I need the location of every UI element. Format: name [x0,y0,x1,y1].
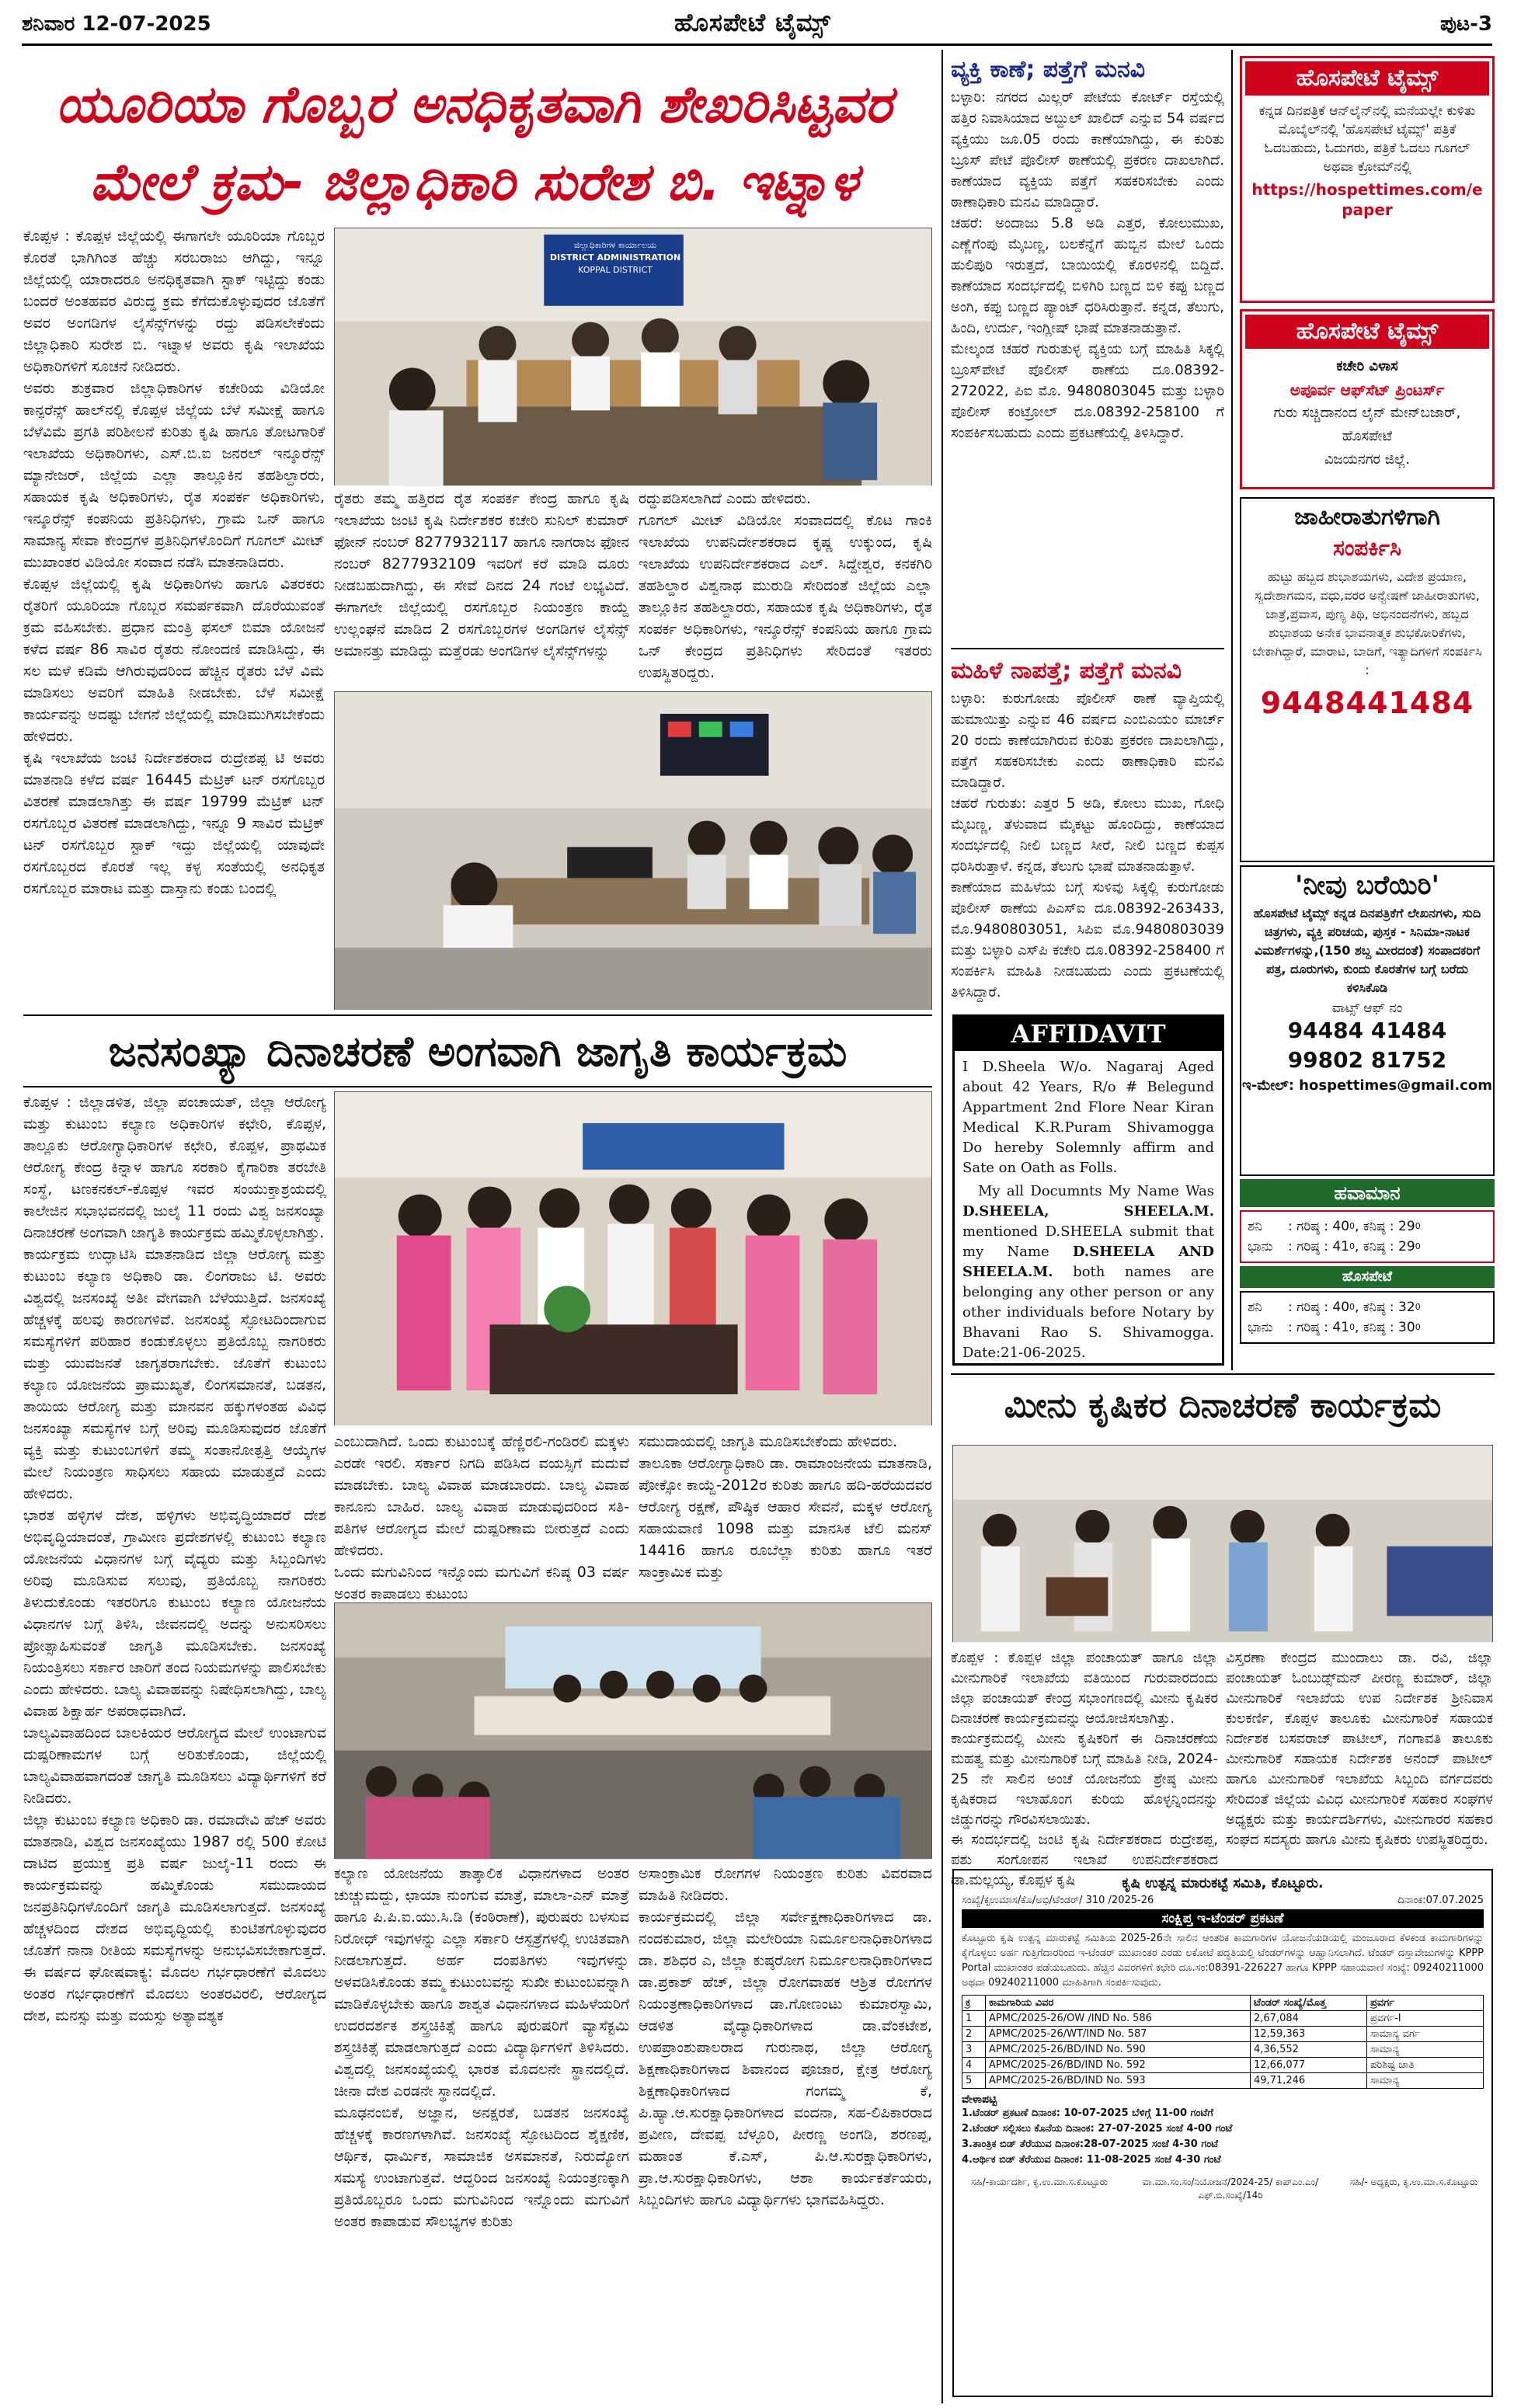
lead-photo-video-conference [334,691,932,1010]
column-divider-2 [1231,50,1233,1370]
write-ad-email[interactable]: ಇ-ಮೇಲ್: hospettimes@gmail.com [1242,1077,1492,1094]
classifieds-ad-title: ಜಾಹೀರಾತುಗಳಿಗಾಗಿ [1294,503,1440,531]
population-photo-audience [334,1602,932,1859]
cell: APMC/2025-26/OW /IND No. 586 [986,2011,1251,2027]
tender-reference: ಸಂಖ್ಯೆ/ಕೃಉಮಾಸ/ಕೊ/ಅಭಿ/ಟೆಂಡರ್/ 310 /2025-26 [962,1895,1154,1906]
office-ad-label: ಕಚೇರಿ ವಿಳಾಸ [1336,358,1398,374]
table-row [962,2042,1484,2058]
tender-org: ಕೃಷಿ ಉತ್ಪನ್ನ ಮಾರುಕಟ್ಟೆ ಸಮಿತಿ, ಕೊಟ್ಟೂರು. [1122,1875,1324,1891]
lead-photo-meeting [334,228,932,485]
tender-sign-president: ಸಹಿ/- ಅಧ್ಯಕ್ಷರು, ಕೃ.ಉ.ಮಾ.ಸ.ಕೊಟ್ಟೂರು [1349,2177,1478,2187]
weather-day: ಭಾನು [1248,1320,1273,1335]
cell: ಪ್ರವರ್ಗ-I [1367,2011,1484,2027]
cell: 12,66,077 [1251,2058,1367,2073]
population-column-2b: ಕಲ್ಯಾಣ ಯೋಜನೆಯ ತಾತ್ಕಾಲಿಕ ವಿಧಾನಗಳಾದ ಅಂತರ ಚುಚ್ಚುಮದ್ದು, ಛಾಯಾ ನುಂಗುವ ಮಾತ್ರೆ, ಮಾಲಾ-ಎನ್ ಮಾತ್ರೆ ಹಾಗೂ ಪಿ.ಪಿ.ಐ.ಯು.ಸಿ.ಡಿ (ಕಂಠಿರಾಣೆ), ಪುರುಷರು ಬಳಸುವ ನಿರೋಧ್ ಇವುಗಳನ್ನು ಎಲ್ಲಾ ಸರ್ಕಾರಿ ಆಸ್ಪತ್ರೆಗಳಲ್ಲಿ ಉಚಿತವಾಗಿ ನೀಡಲಾಗುತ್ತದೆ. ಅರ್ಹ ದಂಪತಿಗಳು ಇವುಗಳನ್ನು ಅಳವಡಿಸಿಕೊಂಡು ತಮ್ಮ ಕುಟುಂಬವನ್ನು ಸುಖೀ ಕುಟುಂಬವನ್ನಾಗಿ ಮಾಡಿಕೊಳ್ಳಬೇಕು ಹಾಗೂ ಶಾಶ್ವತ ವಿಧಾನಗಳಾದ ಮಹಿಳೆಯರಿಗೆ ಉದರದರ್ಶಕ ಶಸ್ತ್ರಚಿಕಿತ್ಸೆ ಹಾಗೂ ಪುರುಷರಿಗೆ ವ್ಯಾಸೆಕ್ಟಮಿ ಶಸ್ತ್ರಚಿಕಿತ್ಸೆ ಮಾಡಲಾಗುತ್ತದೆ ಎಂದು ವಿದ್ಯಾರ್ಥಿಗಳಿಗೆ ತಿಳಿಸಿದರು. ವಿಶ್ವದಲ್ಲಿ ಜನಸಂಖ್ಯೆಯಲ್ಲಿ ಭಾರತ ಮೊದಲನೇ ಸ್ಥಾನದಲ್ಲಿದೆ. ಚೀನಾ ದೇಶ ಎರಡನೇ ಸ್ಥಾನದಲ್ಲಿದೆ. ಮೂಢನಂಬಿಕೆ, ಅಜ್ಞಾನ, ಅನಕ್ಷರತೆ, ಬಡತನ ಜನಸಂಖ್ಯೆ ಹೆಚ್ಚಳಕ್ಕೆ ಕಾರಣಗಳಾಗಿವೆ. ಜನಸಂಖ್ಯೆ ಸ್ಫೋಟದಿಂದ ಶೈಕ್ಷಣಿಕ, ಆರ್ಥಿಕ, ಧಾರ್ಮಿಕ, ಸಾಮಾಜಿಕ ಅಸಮಾನತೆ, ನಿರುದ್ಯೋಗ ಸಮಸ್ಯೆ ಉಂಟಾಗುತ್ತವೆ. ಆದ್ದರಿಂದ ಜನಸಂಖ್ಯೆ ನಿಯಂತ್ರಣಕ್ಕಾಗಿ ಪ್ರತಿಯೊಬ್ಬರೂ ಒಂದು ಮಗುವಿನಿಂದ ಇನ್ನೊಂದು ಮಗುವಿಗೆ ಅಂತರ ಕಾಪಾಡುವ ಸೌಲಭ್ಯಗಳ ಕುರಿತು [334,1865,629,2230]
weather-day: ಶನಿ [1248,1219,1262,1234]
affidavit-text-c: mentioned D.SHEELA submit that my Name [962,1223,1214,1260]
weather-row-sat: ಶನಿ : ಗರಿಷ್ಠ : 40 0 , ಕನಿಷ್ಠ : 29 0 [1248,1216,1487,1237]
fish-column-2: ವಿಸ್ತರಣಾ ಕೇಂದ್ರದ ಮುಂದಾಲು ಡಾ. ರವಿ, ಜಿಲ್ಲಾ ಪಂಚಾಯತ್ ಓಂಬುಡ್ಸ್‌ಮನ್ ಪೀರಣ್ಣ ಕುಮಾರ್, ಜಿಲ್ಲಾ ಮೀನುಗಾರಿಕೆ ಇಲಾಖೆಯ ಉಪ ನಿರ್ದೇಶಕ ಶ್ರೀನಿವಾಸ ಕುಲಕರ್ಣಿ, ಕೊಪ್ಪಳ ತಾಲೂಕು ಮೀನುಗಾರಿಕೆ ಸಹಾಯಕ ನಿರ್ದೇಶಕ ಬಸವರಾಜ್ ಪಾಟೀಲ್, ಗಂಗಾವತಿ ತಾಲೂಕು ಮೀನುಗಾರಿಕೆ ಸಹಾಯಕ ನಿರ್ದೇಶಕ ಅನಂದ್ ಪಾಟೀಲ್ ಹಾಗೂ ಮೀನುಗಾರಿಕೆ ಇಲಾಖೆಯ ಸಿಬ್ಬಂದಿ ವರ್ಗದವರು ಸೇರಿದಂತೆ ಜಿಲ್ಲೆಯ ವಿವಿಧ ಮೀನುಗಾರಿಕೆ ಸಹಕಾರ ಸಂಘಗಳ ಅಧ್ಯಕ್ಷರು ಮತ್ತು ಕಾರ್ಯದರ್ಶಿಗಳು, ಮೀನುಗಾರರ ಸಹಕಾರ ಸಂಘದ ಸದಸ್ಯರು ಹಾಗೂ ಮೀನು ಕೃಷಿಕರು ಉಪಸ್ಥಿತರಿದ್ದರು. [1226,1650,1493,1848]
population-column-1: ಕೊಪ್ಪಳ : ಜಿಲ್ಲಾಡಳಿತ, ಜಿಲ್ಲಾ ಪಂಚಾಯತ್, ಜಿಲ್ಲಾ ಆರೋಗ್ಯ ಮತ್ತು ಕುಟುಂಬ ಕಲ್ಯಾಣ ಅಧಿಕಾರಿಗಳ ಕಛೇರಿ, ಕೊಪ್ಪಳ, ತಾಲ್ಲೂಕು ಆರೋಗ್ಯಾಧಿಕಾರಿಗಳ ಕಛೇರಿ, ಕೊಪ್ಪಳ, ಪ್ರಾಥಮಿಕ ಆರೋಗ್ಯ ಕೇಂದ್ರ ಕಿನ್ನಾಳ ಹಾಗೂ ಸರಕಾರಿ ಕೈಗಾರಿಕಾ ತರಬೇತಿ ಸಂಸ್ಥೆ, ಟಣಕನಕಲ್-ಕೊಪ್ಪಳ ಇವರ ಸಂಯುಕ್ತಾಶ್ರಯದಲ್ಲಿ ಕಾಲೇಜಿನ ಸಭಾಭವನದಲ್ಲಿ ಜುಲೈ 11 ರಂದು ವಿಶ್ವ ಜನಸಂಖ್ಯಾ ದಿನಾಚರಣೆ ಅಂಗವಾಗಿ ಜಾಗೃತಿ ಕಾರ್ಯಕ್ರಮ ಹಮ್ಮಿಕೊಳ್ಳಲಾಗಿತ್ತು. ಕಾರ್ಯಕ್ರಮ ಉದ್ಘಾಟಿಸಿ ಮಾತನಾಡಿದ ಜಿಲ್ಲಾ ಆರೋಗ್ಯ ಮತ್ತು ಕುಟುಂಬ ಕಲ್ಯಾಣ ಅಧಿಕಾರಿ ಡಾ. ಲಿಂಗರಾಜು ಟಿ. ಅವರು ವಿಶ್ವದಲ್ಲಿ ಜನಸಂಖ್ಯೆ ಅತೀ ವೇಗವಾಗಿ ಬೆಳೆಯುತ್ತಿದೆ. ಜನಸಂಖ್ಯೆ ಹೆಚ್ಚಳಕ್ಕೆ ಹಲವು ಕಾರಣಗಳಿವೆ. ಜನಸಂಖ್ಯೆ ಸ್ಫೋಟದಿಂದಾಗುವ ಸಮಸ್ಯೆಗಳಿಗೆ ಪರಿಹಾರ ಕಂಡುಕೊಳ್ಳಲು ಪ್ರತಿಯೊಬ್ಬ ನಾಗರಿಕರು ಮತ್ತು ಯುವಜನತೆ ಜಾಗೃತರಾಗಬೇಕು. ಜೊತೆಗೆ ಕುಟುಂಬ ಕಲ್ಯಾಣ ಯೋಜನೆಯ ಪ್ರಾಮುಖ್ಯತೆ, ಲಿಂಗಸಮಾನತೆ, ಬಡತನ, ತಾಯಿಯ ಆರೋಗ್ಯ ಮತ್ತು ಮಾನವನ ಹಕ್ಕುಗಳಂತಹ ವಿವಿಧ ಜನಸಂಖ್ಯಾ ಸಮಸ್ಯೆಗಳ ಬಗ್ಗೆ ಅರಿವು ಮೂಡಿಸುವುದರ ಜೊತೆಗೆ ವ್ಯಕ್ತಿ ಮತ್ತು ಕುಟುಂಬಗಳಿಗೆ ತಮ್ಮ ಸಂತಾನೋತ್ಪತ್ತಿ ಆಯ್ಕೆಗಳ ಮೇಲೆ ನಿಯಂತ್ರಣ ಸಾಧಿಸಲು ಸಹಾಯ ಮಾಡುತ್ತದೆ ಎಂದು ಹೇಳಿದರು. ಭಾರತ ಹಳ್ಳಿಗಳ ದೇಶ, ಹಳ್ಳಿಗಳು ಅಭಿವೃದ್ಧಿಯಾದರೆ ದೇಶ ಅಭಿವೃದ್ಧಿಯಾದಂತೆ, ಗ್ರಾಮೀಣ ಪ್ರದೇಶಗಳಲ್ಲಿ ಕುಟುಂಬ ಕಲ್ಯಾಣ ಯೋಜನೆಯ ವಿಧಾನಗಳ ಬಗ್ಗೆ ವೈದ್ಯರು ಮತ್ತು ಸಿಬ್ಬಂದಿಗಳು ಅರಿವು ಮೂಡಿಸುವ ಸಲುವು, ಪ್ರತಿಯೊಬ್ಬ ನಾಗರಿಕರು ತಿಳುದುಕೊಂಡು ಇತರರಿಗೂ ಕುಟುಂಬ ಕಲ್ಯಾಣ ಯೋಜನೆಯ ವಿಧಾನಗಳ ಬಗ್ಗೆ ತಿಳಿಸಿ, ಜೀವನದಲ್ಲಿ ಅದನ್ನು ಅನುಸರಿಸಲು ಪ್ರೋತ್ಸಾಹಿಸುವಂತೆ ಜಾಗೃತಿ ಮೂಡಿಸಬೇಕು. ಜನಸಂಖ್ಯೆ ನಿಯಂತ್ರಿಸಲು ಸರ್ಕಾರ ಜಾರಿಗೆ ತಂದ ನಿಯಮಗಳನ್ನು ಪಾಲಿಸಬೇಕು ಎಂದು ಹೇಳಿದರು. ಬಾಲ್ಯ ವಿವಾಹವನ್ನು ನಿಷೇಧಿಸಲಾಗಿದ್ದು, ಬಾಲ್ಯ ವಿವಾಹ ಶಿಕ್ಷಾರ್ಹ ಅಪರಾಧವಾಗಿದೆ. ಬಾಲ್ಯವಿವಾಹದಿಂದ ಬಾಲಕಿಯರ ಆರೋಗ್ಯದ ಮೇಲೆ ಉಂಟಾಗುವ ದುಷ್ಪರಿಣಾಮಗಳ ಬಗ್ಗೆ ಅರಿತುಕೊಂಡು, ಜಿಲ್ಲೆಯಲ್ಲಿ ಬಾಲ್ಯವಿವಾಹವಾಗದಂತೆ ಜಾಗೃತಿ ಮೂಡಿಸಲು ವಿದ್ಯಾರ್ಥಿಗಳಿಗೆ ಕರೆ ನೀಡಿದರು. ಜಿಲ್ಲಾ ಕುಟುಂಬ ಕಲ್ಯಾಣ ಅಧಿಕಾರಿ ಡಾ. ರಮಾದೇವಿ ಹೆಚ್ ಅವರು ಮಾತನಾಡಿ, ವಿಶ್ವದ ಜನಸಂಖ್ಯೆಯು 1987 ರಲ್ಲಿ 500 ಕೋಟಿ ದಾಟಿದ ಪ್ರಯುಕ್ತ ಪ್ರತಿ ವರ್ಷ ಜುಲೈ-11 ರಂದು ಈ ಕಾರ್ಯಕ್ರಮವನ್ನು ಹಮ್ಮಿಕೊಂಡು ಸಮುದಾಯದ ಜನಪ್ರತಿನಿಧಿಗಳೊಂದಿಗೆ ಜಾಗೃತಿ ಮೂಡಿಸಲಾಗುತ್ತದೆ. ಜನಸಂಖ್ಯೆ ಹೆಚ್ಚಳದಿಂದ ದೇಶದ ಅಭಿವೃದ್ಧಿಯಲ್ಲಿ ಕುಂಟಿತಗೊಳ್ಳುವುದರ ಜೊತೆಗೆ ನಾನಾ ರೀತಿಯ ಸಮಸ್ಯೆಗಳನ್ನು ಅನುಭವಿಸಬೇಕಾಗುತ್ತದೆ. ಈ ವರ್ಷದ ಘೋಷವಾಕ್ಯ: ಮೊದಲ ಗರ್ಭಧಾರಣೆಗೆ ಮೊದಲು ಅಂತರ ಗರ್ಭಧಾರಣೆಗೆ ಮೊದಲು ಅಂತರವಿರಲಿ, ಆರೋಗ್ಯದ ದೇಶ, ಮನಸ್ಸು ಮತ್ತು ವಯಸ್ಸು ಅತ್ಯಾವಶ್ಯಕ [23,1094,326,2024]
issue-date: ಶನಿವಾರ 12-07-2025 [22,12,211,36]
missing-woman-headline: ಮಹಿಳೆ ನಾಪತ್ತೆ; ಪತ್ತೆಗೆ ಮನವಿ [951,657,1182,684]
classifieds-ad [1240,497,1495,862]
population-column-3b: ಅಸಾಂಕ್ರಾಮಿಕ ರೋಗಗಳ ನಿಯಂತ್ರಣ ಕುರಿತು ವಿವರವಾದ ಮಾಹಿತಿ ನೀಡಿದರು. ಕಾರ್ಯಕ್ರಮದಲ್ಲಿ ಜಿಲ್ಲಾ ಸರ್ವೇಕ್ಷಣಾಧಿಕಾರಿಗಳಾದ ಡಾ. ನಂದಕುಮಾರ, ಜಿಲ್ಲಾ ಮಲೇರಿಯಾ ನಿರ್ಮೂಲನಾಧಿಕಾರಿಗಳಾದ ಡಾ. ಶಶಿಧರ ಎ, ಜಿಲ್ಲಾ ಕುಷ್ಠರೋಗ ನಿರ್ಮೂಲನಾಧಿಕಾರಿಗಳಾದ ಡಾ.ಪ್ರಕಾಶ್ ಹೆಚ್, ಜಿಲ್ಲಾ ರೋಗವಾಹಕ ಆಶ್ರಿತ ರೋಗಗಳ ನಿಯಂತ್ರಣಾಧಿಕಾರಿಗಳಾದ ಡಾ.ಗೋಣಂಟು ಕುಮಾರಸ್ವಾಮಿ, ಆಡಳಿತ ವೈದ್ಯಾಧಿಕಾರಿಗಳಾದ ಡಾ.ವೆಂಕಟೇಶ, ಉಪಪ್ರಾಂಶುಪಾಲರಾದ ಗುರುನಾಥ, ಜಿಲ್ಲಾ ಆರೋಗ್ಯ ಶಿಕ್ಷಣಾಧಿಕಾರಿಗಳಾದ ಶಿವಾನಂದ ಪೂಜಾರ, ಕ್ಷೇತ್ರ ಆರೋಗ್ಯ ಶಿಕ್ಷಣಾಧಿಕಾರಿಗಳಾದ ಗಂಗಮ್ಮ ಕೆ, ಪಿ.ಹ್ಯಾ.ಆ.ಸುರಕ್ಷಾಧಿಕಾರಿಗಳಾದ ವಂದನಾ, ಸಹ-ಲಿಪಿಕಾರರಾದ ಪ್ರವೀಣ, ದೇವಪ್ಪ ಬೆಳ್ಳೂರಿ, ಪೀರಣ್ಣ ಅಂಗಡಿ, ಶರಣಪ್ಪ, ಮಹಾಂತ ಕೆ.ಎಸ್, ಪಿ.ಆ.ಸುರಕ್ಷಾಧಿಕಾರಿಗಳು, ಪ್ರಾ.ಆ.ಸುರಕ್ಷಾಧಿಕಾರಿಗಳು, ಆಶಾ ಕಾರ್ಯಕರ್ತೆಯರು, ಸಿಬ್ಬಂದಿಗಳು ಹಾಗೂ ವಿದ್ಯಾರ್ಥಿಗಳು ಭಾಗವಹಿಸಿದ್ದರು. [639,1865,932,2208]
audience-illustration [335,1603,931,1859]
tender-schedule-1: 1.ಟೆಂಡರ್ ಪ್ರಕಟಣೆ ದಿನಾಂಕ: 10-07-2025 ಬೆಳಿಗ್ಗೆ 11-00 ಗಂಟೆಗೆ [962,2107,1213,2119]
epaper-ad-title: ಹೊಸಪೇಟೆ ಟೈಮ್ಸ್ [1245,61,1489,96]
weather-min: , ಕನಿಷ್ಠ : 29 [1355,1239,1415,1254]
population-column-3: ಸಮುದಾಯದಲ್ಲಿ ಜಾಗೃತಿ ಮೂಡಿಸಬೇಕೆಂದು ಹೇಳಿದರು. ತಾಲೂಕಾ ಆರೋಗ್ಯಾಧಿಕಾರಿ ಡಾ. ರಾಮಾಂಜನೇಯ ಮಾತನಾಡಿ, ಪೋಕ್ಸೋ ಕಾಯ್ದೆ-2012ರ ಕುರಿತು ಹಾಗೂ ಹದಿ-ಹರೆಯದವರ ಆರೋಗ್ಯ ರಕ್ಷಣೆ, ಪೌಷ್ಠಿಕ ಆಹಾರ ಸೇವನೆ, ಮಕ್ಕಳ ಆರೋಗ್ಯ ಸಹಾಯವಾಣಿ 1098 ಮತ್ತು ಮಾನಸಿಕ ಟೆಲಿ ಮನಸ್ 14416 ಹಾಗೂ ರೂಬೆಲ್ಲಾ ಕುರಿತು ಹಾಗೂ ಇತರೆ ಸಾಂಕ್ರಾಮಿಕ ಮತ್ತು [639,1433,932,1581]
affidavit-text-a: My all Documnts My Name Was [978,1183,1214,1199]
fish-column-1: ಕೊಪ್ಪಳ : ಕೊಪ್ಪಳ ಜಿಲ್ಲಾ ಪಂಚಾಯತ್ ಹಾಗೂ ಜಿಲ್ಲಾ ಮೀನುಗಾರಿಕೆ ಇಲಾಖೆಯ ವತಿಯಿಂದ ಗುರುವಾರದಂದು ಜಿಲ್ಲಾ ಪಂಚಾಯತ್ ಕೇಂದ್ರ ಸಭಾಂಗಣದಲ್ಲಿ ಮೀನು ಕೃಷಿಕರ ದಿನಾಚರಣೆ ಕಾರ್ಯಕ್ರಮವನ್ನು ಆಯೋಜಿಸಲಾಗಿತ್ತು. ಕಾರ್ಯಕ್ರಮದಲ್ಲಿ ಮೀನು ಕೃಷಿಕರಿಗೆ ಈ ದಿನಾಚರಣೆಯ ಮಹತ್ವ ಮತ್ತು ಮೀನುಗಾರಿಕೆ ಬಗ್ಗೆ ಮಾಹಿತಿ ನೀಡಿ, 2024-25 ನೇ ಸಾಲಿನ ಅಂಚೆ ಯೋಜನೆಯ ಶ್ರೇಷ್ಠ ಮೀನು ಕೃಷಿಕರಾದ ಇಲಾಹೊಂಗ ಕುರಿಯ ಹೊಳ್ಳನ್ನಿಂದನನ್ನು ಜಿಡ್ಡುಗರನ್ನು ಗೌರವಿಸಲಾಯಿತು. ಈ ಸಂದರ್ಭದಲ್ಲಿ ಜಂಟಿ ಕೃಷಿ ನಿರ್ದೇಶಕರಾದ ರುದ್ರೇಶಪ್ಪ, ಪಶು ಸಂಗೋಪನ ಇಲಾಖೆ ಉಪನಿರ್ದೇಶಕರಾದ ಡಾ.ಮಲ್ಲಯ್ಯ, ಕೊಪ್ಪಳ ಕೃಷಿ [951,1650,1218,1888]
epaper-ad-text: ಕನ್ನಡ ದಿನಪತ್ರಿಕೆ ಆನ್‌ಲೈನ್‌ನಲ್ಲಿ ಮನೆಯಲ್ಲೇ ಕುಳಿತು ಮೊಬೈಲ್‌ನಲ್ಲಿ 'ಹೊಸಪೇಟೆ ಟೈಮ್ಸ್' ಪತ್ರಿಕೆ ಓದಬಹುದು, ಓದುಗರು, ಪತ್ರಿಕೆ ಓದಲು ಗೂಗಲ್ ಅಥವಾ ಕ್ರೋಮ್‌ನಲ್ಲಿ [1258,103,1476,175]
cell: 1 [962,2011,986,2027]
classifieds-ad-subtitle: ಸಂಪರ್ಕಿಸಿ [1333,535,1401,561]
write-to-us-ad [1240,865,1495,1176]
epaper-ad-url[interactable]: https://hospettimes.com/epaper [1251,180,1483,219]
write-ad-phone-1[interactable]: 94484 41484 [1287,1018,1447,1043]
tender-col-category: ಪ್ರವರ್ಗ [1367,1996,1484,2011]
epaper-ad [1240,56,1495,303]
cell: ಪರಿಶಿಷ್ಟ ಜಾತಿ [1367,2058,1484,2073]
cell: 12,59,363 [1251,2027,1367,2042]
weather-min: , ಕನಿಷ್ಠ : 29 [1355,1219,1415,1234]
cell: 3 [962,2042,986,2058]
population-headline-rule [23,1086,932,1087]
masthead-rule [22,43,1492,46]
cell: ಸಾಮಾನ್ಯ [1367,2073,1484,2089]
affidavit-name-2: D.SHEELA AND SHEELA.M. [962,1244,1214,1280]
tender-notice [952,1869,1493,2397]
cell: APMC/2025-26/BD/IND No. 593 [986,2073,1251,2089]
fish-top-rule [951,1373,1495,1375]
office-ad-title: ಹೊಸಪೇಟೆ ಟೈಮ್ಸ್ [1245,315,1489,349]
table-row [962,2027,1484,2042]
missing-man-headline: ವ್ಯಕ್ತಿ ಕಾಣೆ; ಪತ್ತೆಗೆ ಮನವಿ [951,56,1146,83]
tender-schedule-title: ವೇಳಾಪಟ್ಟಿ [962,2093,997,2106]
weather-row-sun-hospet: ಭಾನು : ಗರಿಷ್ಠ : 41 0 , ಕನಿಷ್ಠ : 30 0 [1248,1317,1487,1338]
tender-col-amount: ಟೆಂಡರ್ ಸಂಖ್ಯೆ/ಮೊತ್ತ [1251,1996,1367,2011]
tender-sign-secretary: ಸಹಿ/-ಕಾರ್ಯದರ್ಶಿ, ಕೃ.ಉ.ಮಾ.ಸ.ಕೊಟ್ಟೂರು [971,2177,1108,2187]
lead-column-3: ರದ್ದುಪಡಿಸಲಾಗಿದೆ ಎಂದು ಹೇಳಿದರು. ಗೂಗಲ್ ಮೀಟ್ ವಿಡಿಯೋ ಸಂವಾದದಲ್ಲಿ ಕೊಟ ಗಾಂಕಿ ಇಲಾಖೆಯ ಉಪನಿರ್ದೇಶಕರಾದ ಕೃಷ್ಣ ಉಕ್ಕುಂದ, ಕೃಷಿ ಇಲಾಖೆಯ ಉಪನಿರ್ದೇಶಕರಾದ ಎಲ್. ಸಿದ್ದೇಶ್ವರ, ಕನಕಗಿರಿ ತಹಶಿಲ್ದಾರ ವಿಶ್ವನಾಥ ಮುರುಡಿ ಸೇರಿದಂತೆ ಜಿಲ್ಲೆಯ ಎಲ್ಲಾ ತಾಲ್ಲೂಕಿನ ತಹಶಿಲ್ದಾರರು, ಸಹಾಯಕ ಕೃಷಿ ಅಧಿಕಾರಿಗಳು, ರೈತ ಸಂಪರ್ಕ ಅಧಿಕಾರಿಗಳು, ಇನ್ಶೂರೆನ್ಸ್ ಕಂಪನಿಯ ಹಾಗೂ ಗ್ರಾಮ ಒನ್ ಕೇಂದ್ರದ ಪ್ರತಿನಿಧಿಗಳು ಸೇರಿದಂತೆ ಇತರರು ಉಪಸ್ಥಿತರಿದ್ದರು. [639,490,932,681]
photo-sign-district: KOPPAL DISTRICT [578,265,653,275]
fish-photo [952,1445,1493,1642]
fish-day-illustration [953,1446,1492,1642]
affidavit-title: AFFIDAVIT [955,1017,1222,1051]
weather-max: : ಗರಿಷ್ಠ : 40 [1288,1219,1350,1234]
cell: 5 [962,2073,986,2089]
weather-max: : ಗರಿಷ್ಠ : 41 [1288,1239,1350,1254]
cell: 49,71,246 [1251,2073,1367,2089]
video-conference-illustration [335,692,931,1010]
table-row [962,2058,1484,2073]
tender-schedule-4: 4.ಆರ್ಥಿಕ ಬಿಡ್ ತೆರೆಯುವ ದಿನಾಂಕ: 11-08-2025 ಸಂಜೆ 4-30 ಗಂಟೆ [962,2154,1221,2166]
weather-title: ಹವಾಮಾನ [1240,1179,1495,1207]
population-column-2a: ಎಂಬುದಾಗಿದೆ. ಒಂದು ಕುಟುಂಬಕ್ಕೆ ಹೆಣ್ಣಿರಲಿ-ಗಂಡಿರಲಿ ಮಕ್ಕಳು ಎರಡೇ ಇರಲಿ. ಸರ್ಕಾರ ನಿಗದಿ ಪಡಿಸಿದ ವಯಸ್ಸಿಗೆ ಮದುವೆ ಮಾಡಬೇಕು. ಬಾಲ್ಯ ವಿವಾಹ ಮಾಡಬಾರದು. ಬಾಲ್ಯ ವಿವಾಹ ಕಾನೂನು ಬಾಹಿರ. ಬಾಲ್ಯ ವಿವಾಹ ಮಾಡುವುದರಿಂದ ಸತಿ-ಪತಿಗಳ ಆರೋಗ್ಯದ ಮೇಲೆ ದುಷ್ಪರಿಣಾಮ ಬೀರುತ್ತದೆ ಎಂದು ಹೇಳಿದರು. ಒಂದು ಮಗುವಿನಿಂದ ಇನ್ನೊಂದು ಮಗುವಿಗೆ ಕನಿಷ್ಠ 03 ವರ್ಷ ಅಂತರ ಕಾಪಾಡಲು ಕುಟುಂಬ [334,1433,629,1602]
paper-title: ಹೊಸಪೇಟೆ ಟೈಮ್ಸ್ [674,8,831,37]
tender-date: ದಿನಾಂಕ:07.07.2025 [1397,1895,1484,1906]
lead-headline-line2: ಮೇಲೆ ಕ್ರಮ- ಜಿಲ್ಲಾಧಿಕಾರಿ ಸುರೇಶ ಬಿ. ಇಟ್ನಾಳ [89,152,858,212]
write-ad-text: ಹೊಸಪೇಟೆ ಟೈಮ್ಸ್ ಕನ್ನಡ ದಿನಪತ್ರಿಕೆಗೆ ಲೇಖನಗಳು, ಸುದಿ ಚಿತ್ರಗಳು, ವ್ಯಕ್ತಿ ಪರಿಚಯ, ಪುಸ್ತಕ - ಸಿನಿಮಾ-ನಾಟಕ ವಿಮರ್ಶೆಗಳನ್ನು,(150 ಶಬ್ದ ಮೀರದಂತೆ) ಸಂಪಾದಕರಿಗೆ ಪತ್ರ, ದೂರುಗಳು, ಕುಂದು ಕೊರತೆಗಳ ಬಗ್ಗೆ ಬರೆದು ಕಳಿಸಿಕೊಡಿ [1253,906,1481,995]
cell: 2 [962,2027,986,2042]
photo-sign-english: DISTRICT ADMINISTRATION [549,252,681,263]
tender-notice-text: ಕೊಟ್ಟೂರು ಕೃಷಿ ಉತ್ಪನ್ನ ಮಾರುಕಟ್ಟೆ ಸಮಿತಿಯ 2025-26ನೇ ಸಾಲಿನ ಆಂತರಿಕ ಕಾಮಗಾರಿಗಳ ಯೋಜನೆಯಡಿಯಲ್ಲಿ ಮಂಜೂರಾದ ಕೆಳಕಂಡ ಕಾಮಗಾರಿಗಳನ್ನು ಕೈಗೊಳ್ಳಲು ಅರ್ಹ ಗುತ್ತಿಗೆದಾರರಿಂದ ಇ-ಟೆಂಡರ್ ಮುಖಾಂತರ ಎರಡು ಲಕೋಟೆ ಪದ್ಧತಿಯಲ್ಲಿ ಟೆಂಡರ್‌ಗಳನ್ನು ಆಹ್ವಾನಿಸಲಾಗಿದೆ. ಟೆಂಡರ್ ದಸ್ತಾವೇಜುಗಳನ್ನು KPPP Portal ಮುಖಾಂತರ ಪಡೆಯಬಹುದು. ಹೆಚ್ಚಿನ ವಿವರಗಳಿಗೆ ಕಛೇರಿ ದೂ.ಸಂ:08391-226227 ಹಾಗೂ KPPP ಸಹಾಯವಾಣಿ ಸಂಖ್ಯೆ: 09240211000 ಅಥವಾ 09240211000 ಮಾಹಿತಿಗಾಗಿ ಸಂಪರ್ಕಿಸುವುದು. [962,1933,1484,1989]
office-ad-district: ವಿಜಯನಗರ ಜಿಲ್ಲೆ. [1324,451,1411,468]
weather-min: , ಕನಿಷ್ಠ : 32 [1355,1300,1415,1315]
cell: 2,67,084 [1251,2011,1367,2027]
lead-column-1: ಕೊಪ್ಪಳ : ಕೊಪ್ಪಳ ಜಿಲ್ಲೆಯಲ್ಲಿ ಈಗಾಗಲೇ ಯೂರಿಯಾ ಗೊಬ್ಬರ ಕೊರತೆ ಭಾಗಿಗಿಂತ ಹೆಚ್ಚು ಸರಬರಾಜು ಆಗಿದ್ದು, ಇನ್ನೂ ಜಿಲ್ಲೆಯಲ್ಲಿ ಯಾರಾದರೂ ಅನಧಿಕೃತವಾಗಿ ಸ್ಟಾಕ್ ಇಟ್ಟಿದ್ದು ಕಂಡು ಬಂದರೆ ಅಂತಹವರ ವಿರುದ್ಧ ಕ್ರಮ ಕೆಗೆದುಕೊಳ್ಳುವುದರ ಜೊತೆಗೆ ಅವರ ಅಂಗಡಿಗಳ ಲೈಸೆನ್ಸ್‌ಗಳನ್ನು ರದ್ದು ಪಡಿಸಲೇಕೆಂದು ಜಿಲ್ಲಾಧಿಕಾರಿ ಸುರೇಶ ಬಿ. ಇಟ್ನಾಳ ಅವರು ಕೃಷಿ ಇಲಾಖೆಯ ಅಧಿಕಾರಿಗಳಿಗೆ ಸೂಚನೆ ನೀಡಿದರು. ಅವರು ಶುಕ್ರವಾರ ಜಿಲ್ಲಾಧಿಕಾರಿಗಳ ಕಚೇರಿಯ ವಿಡಿಯೋ ಕಾನ್ಫರೆನ್ಸ್ ಹಾಲ್‌ನಲ್ಲಿ ಕೊಪ್ಪಳ ಜಿಲ್ಲೆಯ ಬೆಳೆ ಸಮೀಕ್ಷೆ ಹಾಗೂ ಬೆಳೆವಿಮೆ ಪ್ರಗತಿ ಪರಿಶೀಲನೆ ಕುರಿತು ಕೃಷಿ ಹಾಗೂ ತೋಟಗಾರಿಕೆ ಇಲಾಖೆಯ ಅಧಿಕಾರಿಗಳು, ಎಸ್.ಬಿ.ಐ ಜನರಲ್ ಇನ್ಶೂರೆನ್ಸ್ ಮ್ಯಾನೇಜರ್, ಜಿಲ್ಲೆಯ ಎಲ್ಲಾ ತಾಲ್ಲೂಕಿನ ತಹಶಿಲ್ದಾರರು, ಸಹಾಯಕ ಕೃಷಿ ಅಧಿಕಾರಿಗಳು, ರೈತ ಸಂಪರ್ಕ ಅಧಿಕಾರಿಗಳು, ಇನ್ಶೂರೆನ್ಸ್ ಕಂಪನಿಯ ಪ್ರತಿನಿಧಿಗಳು, ಗ್ರಾಮ ಒನ್ ಹಾಗೂ ಸಾಮಾನ್ಯ ಸೇವಾ ಕೇಂದ್ರಗಳ ಪ್ರತಿನಿಧಿಗಳೊಂದಿಗೆ ಗೂಗಲ್ ಮೀಟ್ ಮುಖಾಂತರ ವಿಡಿಯೋ ಸಂವಾದ ನಡೆಸಿ ಮಾತನಾಡಿದರು. ಕೊಪ್ಪಳ ಜಿಲ್ಲೆಯಲ್ಲಿ ಕೃಷಿ ಅಧಿಕಾರಿಗಳು ಹಾಗೂ ವಿತರಕರು ರೈತರಿಗೆ ಯೂರಿಯಾ ಗೊಬ್ಬರ ಸಮರ್ಪಕವಾಗಿ ದೊರೆಯುವಂತೆ ಕ್ರಮ ವಹಿಸಬೇಕು. ಪ್ರಧಾನ ಮಂತ್ರಿ ಫಸಲ್ ಬಿಮಾ ಯೋಜನೆ ಕಳೆದ ವರ್ಷ 86 ಸಾವಿರ ರೈತರು ನೋಂದಣಿ ಮಾಡಿಸಿದ್ದು, ಈ ಸಲ ಮಳೆ ಕಡಿಮೆ ಆಗಿರುವುದರಿಂದ ಹೆಚ್ಚಿನ ರೈತರು ಬೆಳೆ ವಿಮೆ ಮಾಡಿಸಲು ಅವರಿಗೆ ಮಾಹಿತಿ ನೀಡಬೇಕು. ಬೆಳೆ ಸಮೀಕ್ಷೆ ಕಾರ್ಯವನ್ನು ಅದಷ್ಟು ಬೇಗನೆ ಜಿಲ್ಲೆಯಲ್ಲಿ ಮಾಡಿಮುಗಿಸಬೇಕೆಂದು ಹೇಳಿದರು. ಕೃಷಿ ಇಲಾಖೆಯ ಜಂಟಿ ನಿರ್ದೇಶಕರಾದ ರುದ್ರೇಶಪ್ಪ ಟಿ ಅವರು ಮಾತನಾಡಿ ಕಳೆದ ವರ್ಷ 16445 ಮೆಟ್ರಿಕ್ ಟನ್ ರಸಗೊಬ್ಬರ ವಿತರಣೆ ಮಾಡಲಾಗಿತ್ತು ಈ ವರ್ಷ 19799 ಮೆಟ್ರಿಕ್ ಟನ್ ರಸಗೊಬ್ಬರ ವಿತರಣೆ ಮಾಡಲಾಗಿದ್ದು, ಇನ್ನೂ 9 ಸಾವಿರ ಮೆಟ್ರಿಕ್ ಟನ್ ರಸಗೊಬ್ಬರ ಸ್ಟಾಕ್ ಇದ್ದು ಜಿಲ್ಲೆಯಲ್ಲಿ ಯಾವುದೇ ರಸಗೊಬ್ಬರದ ಕೊರತೆ ಇಲ್ಲ ಕಳ್ಳ ಸಂತೆಯಲ್ಲಿ ಅನಧಿಕೃತ ರಸಗೊಬ್ಬರ ಮಾರಾಟ ಮತ್ತು ದಾಸ್ತಾನು ಕಂಡು ಬಂದಲ್ಲಿ [23,228,325,897]
write-ad-phone-2[interactable]: 99802 81752 [1287,1047,1447,1073]
weather-max: : ಗರಿಷ್ಠ : 40 [1288,1300,1350,1315]
tender-schedule-2: 2.ಟೆಂಡರ್ ಸಲ್ಲಿಸಲು ಕೊನೆಯ ದಿನಾಂಕ: 27-07-2025 ಸಂಜೆ 4-00 ಗಂಟೆ [962,2123,1233,2135]
tender-table-header [962,1996,1484,2011]
classifieds-ad-text: ಹುಟ್ಟು ಹಬ್ಬದ ಶುಭಾಶಯಗಳು, ವಿದೇಶ ಪ್ರಯಾಣ, ಸ್ವದೇಶಾಗಮನ, ವಧು,ವರರ ಅನ್ವೇಷಣೆ ಜಾಹೀರಾತುಗಳು, ಜಾತ್ರೆ,ಪ್ರವಾಸ, ಪುಣ್ಯ ತಿಥಿ, ಅಭಿನಂದನೆಗಳು, ಹಬ್ಬದ ಶುಭಾಶಯ ಅನೇಕ ಭಾವನಾತ್ಮಕ ಶುಭಕೋರಿಕೆಗಳು, ಬೇಕಾಗಿದ್ದಾರೆ, ಮಾರಾಟ, ಬಾಡಿಗೆ, ಇತ್ಯಾದಿಗಳಿಗೆ ಸಂಪರ್ಕಿಸಿ : [1252,569,1482,677]
cell: APMC/2025-26/BD/IND No. 592 [986,2058,1251,2073]
weather-row-sat-hospet: ಶನಿ : ಗರಿಷ್ಠ : 40 0 , ಕನಿಷ್ಠ : 32 0 [1248,1297,1487,1317]
cell: APMC/2025-26/BD/IND No. 590 [986,2042,1251,2058]
affidavit-box [952,1014,1224,1366]
cell: APMC/2025-26/WT/IND No. 587 [986,2027,1251,2042]
weather-max: : ಗರಿಷ್ಠ : 41 [1288,1320,1350,1335]
weather-day: ಶನಿ [1248,1300,1262,1315]
classifieds-ad-phone[interactable]: 9448441484 [1260,686,1474,720]
weather-box [1240,1179,1495,1367]
population-top-rule [23,1014,932,1016]
weather-row-sun: ಭಾನು : ಗರಿಷ್ಠ : 41 0 , ಕನಿಷ್ಠ : 29 0 [1248,1237,1487,1257]
cell: ಸಾಮಾನ್ಯ [1367,2042,1484,2058]
office-address-ad [1240,309,1495,489]
write-ad-whatsapp-label: ವಾಟ್ಸ್ ಆಫ್ ನಂ [1331,1000,1403,1016]
missing-woman-rule [951,648,1224,649]
office-ad-street: ಗುರು ಸಚ್ಚಿದಾನಂದ ಲೈನ್ ಮೇನ್‌ಬಜಾರ್, ಹೊಸಪೇಟೆ [1273,405,1461,444]
fish-headline: ಮೀನು ಕೃಷಿಕರ ದಿನಾಚರಣೆ ಕಾರ್ಯಕ್ರಮ [1004,1386,1442,1425]
cell: 4 [962,2058,986,2073]
weather-day: ಭಾನು [1248,1239,1273,1254]
missing-man-body: ಬಳ್ಳಾರಿ: ನಗರದ ಮಿಲ್ಲರ್ ಪೇಟೆಯ ಕೋರ್ಟ್ ರಸ್ತೆಯಲ್ಲಿ ಹತ್ತಿರ ನಿವಾಸಿಯಾದ ಅಬ್ದುಲ್ ಖಾಲಿದ್ ಎನ್ನುವ 54 ವರ್ಷದ ವ್ಯಕ್ತಿಯು ಜೂ.05 ರಂದು ಕಾಣೆಯಾಗಿದ್ದು, ಈ ಕುರಿತು ಬ್ರೂಸ್ ಪೇಟೆ ಪೊಲೀಸ್ ಠಾಣೆಯಲ್ಲಿ ಪ್ರಕರಣ ದಾಖಲಾಗಿದೆ. ಕಾಣೆಯಾದ ವ್ಯಕ್ತಿಯ ಪತ್ತೆಗೆ ಸಹಕರಿಸಬೇಕು ಎಂದು ಠಾಣಾಧಿಕಾರಿ ಮನವಿ ಮಾಡಿದ್ದಾರೆ. ಚಹರೆ: ಅಂದಾಜು 5.8 ಅಡಿ ಎತ್ತರ, ಕೋಲುಮುಖ, ಎಣ್ಣೆಗೆಂಪು ಮೈಬಣ್ಣ, ಬಲಕೆನ್ನೆಗೆ ಹುಬ್ಬಿನ ಮೇಲೆ ಒಂದು ಹುಲಿಪುರಿ ಇರುತ್ತದೆ, ಬಾಯಿಯಲ್ಲಿ ಕೊರಳಿನಲ್ಲಿ ಬಿದ್ದಿದೆ. ಕಾಣೆಯಾದ ಸಂದರ್ಭದಲ್ಲಿ ಬಿಳಿಗಿರಿ ಬಣ್ಣದ ಬಿಳಿ ಕಪ್ಪು ಬಣ್ಣದ ಅಂಗಿ, ಕಪ್ಪು ಬಣ್ಣದ ಪ್ಯಾಂಟ್ ಧರಿಸಿರುತ್ತಾನೆ. ಕನ್ನಡ, ತೆಲುಗು, ಹಿಂದಿ, ಉರ್ದು, ಇಂಗ್ಲೀಷ್ ಭಾಷೆ ಮಾತನಾಡುತ್ತಾನೆ. ಮೇಲ್ಕಂಡ ಚಹರೆ ಗುರುತುಳ್ಳ ವ್ಯಕ್ತಿಯ ಬಗ್ಗೆ ಮಾಹಿತಿ ಸಿಕ್ಕಲ್ಲಿ ಬ್ರೂಸ್‌ಪೇಟೆ ಪೊಲೀಸ್ ಠಾಣೆಯ ದೂ.08392-272022, ಪಿಐ ಮೊ. 9480803045 ಮತ್ತು ಬಳ್ಳಾರಿ ಪೊಲೀಸ್ ಕಂಟ್ರೋಲ್ ದೂ.08392-258100 ಗೆ ಸಂಪರ್ಕಿಸಬಹುದು ಎಂದು ಪ್ರಕಟಣೆಯಲ್ಲಿ ತಿಳಿಸಿದ್ದಾರೆ. [951,89,1224,441]
tender-table [962,1995,1484,2089]
table-row [962,2011,1484,2027]
office-ad-printer: ಅಪೂರ್ವ ಆಫ್‌ಸೆಟ್ ಪ್ರಿಂಟರ್ಸ್ [1290,381,1445,399]
lead-column-2: ರೈತರು ತಮ್ಮ ಹತ್ತಿರದ ರೈತ ಸಂಪರ್ಕ ಕೇಂದ್ರ ಹಾಗೂ ಕೃಷಿ ಇಲಾಖೆಯ ಜಂಟಿ ಕೃಷಿ ನಿರ್ದೇಶಕರ ಕಚೇರಿ ಸುನಿಲ್ ಕುಮಾರ್ ಫೋನ್ ನಂಬರ್ 8277932117 ಹಾಗೂ ನಾಗರಾಜ ಫೋನ ನಂಬರ್ 8277932109 ಇವರಿಗೆ ಕರೆ ಮಾಡಿ ದೂರು ನೀಡಬಹುದಾಗಿದ್ದು, ಈ ಸೇವೆ ದಿನದ 24 ಗಂಟೆ ಲಭ್ಯವಿದೆ. ಈಗಾಗಲೇ ಜಿಲ್ಲೆಯಲ್ಲಿ ರಸಗೊಬ್ಬರ ನಿಯಂತ್ರಣ ಕಾಯ್ದೆ ಉಲ್ಲಂಘನೆ ಮಾಡಿದ 2 ರಸಗೊಬ್ಬರಗಳ ಅಂಗಡಿಗಳ ಲೈಸೆನ್ಸ್ ಅಮಾನತ್ತು ಮಾಡಿದ್ದು ಮತ್ತೆರಡು ಅಂಗಡಿಗಳ ಲೈಸೆನ್ಸ್‌ಗಳನ್ನು [334,490,629,659]
tender-schedule-3: 3.ತಾಂತ್ರಿಕ ಬಿಡ್ ತೆರೆಯುವ ದಿನಾಂಕ:28-07-2025 ಸಂಜೆ 4-30 ಗಂಟೆ [962,2138,1219,2150]
missing-woman-body: ಬಳ್ಳಾರಿ: ಕುರುಗೋಡು ಪೊಲೀಸ್ ಠಾಣೆ ವ್ಯಾಪ್ತಿಯಲ್ಲಿ ಹುಮಾಯಿತ್ತು ಎನ್ನುವ 46 ವರ್ಷದ ಎಂಬಿಎಯಂ ಮಾರ್ಚ್ 20 ರಂದು ಕಾಣೆಯಾಗಿರುವ ಕುರಿತು ಪ್ರಕರಣ ದಾಖಲಾಗಿದ್ದು, ಪತ್ತೆಗೆ ಸಹಕರಿಸಬೇಕು ಎಂದು ಠಾಣಾಧಿಕಾರಿ ಮನವಿ ಮಾಡಿದ್ದಾರೆ. ಚಹರೆ ಗುರುತು: ಎತ್ತರ 5 ಅಡಿ, ಕೋಲು ಮುಖ, ಗೋಧಿ ಮೈಬಣ್ಣ, ತೆಳುವಾದ ಮೈಕಟ್ಟು ಹೊಂದಿದ್ದು, ಕಾಣೆಯಾದ ಸಂದರ್ಭದಲ್ಲಿ ನೀಲಿ ಬಣ್ಣದ ಸೀರೆ, ನೀಲಿ ಬಣ್ಣದ ಕುಪ್ಪಸ ಧರಿಸಿರುತ್ತಾಳೆ. ಕನ್ನಡ, ತೆಲುಗು ಭಾಷೆ ಮಾತನಾಡುತ್ತಾಳೆ. ಕಾಣೆಯಾದ ಮಹಿಳೆಯ ಬಗ್ಗೆ ಸುಳಿವು ಸಿಕ್ಕಲ್ಲಿ ಕುರುಗೋಡು ಪೊಲೀಸ್ ಠಾಣೆಯ ಪಿಎಸ್‌ಐ ದೂ.08392-263433, ಮೊ.9480803051, ಸಿಪಿಐ ಮೊ.9480803039 ಮತ್ತು ಬಳ್ಳಾರಿ ಎಸ್‌ಪಿ ಕಚೇರಿ ದೂ.08392-258400 ಗೆ ಸಂಪರ್ಕಿಸಿ ಮಾಹಿತಿ ನೀಡಬಹುದು ಎಂದು ಪ್ರಕಟಣೆಯಲ್ಲಿ ತಿಳಿಸಿದ್ದಾರೆ. [951,691,1224,1000]
affidavit-declaration: I D.Sheela W/o. Nagaraj Aged about 42 Years, R/o # Belegund Appartment 2nd Flore Near Kiran Medical K.R.Puram Shivamogga Do hereby Solemnly affirm and Sate on Oath as Folls. [962,1059,1214,1176]
write-ad-title: 'ನೀವು ಬರೆಯಿರಿ' [1295,870,1439,901]
population-photo-inauguration [334,1091,932,1425]
affidavit-name-1: D.SHEELA, SHEELA.M. [962,1203,1214,1220]
inauguration-illustration [335,1092,931,1425]
weather-city: ಹೊಸಪೇಟೆ [1240,1266,1495,1288]
lead-headline-line1: ಯೂರಿಯಾ ಗೊಬ್ಬರ ಅನಧಿಕೃತವಾಗಿ ಶೇಖರಿಸಿಟ್ಟವರ [55,75,893,134]
tender-sign-reference: ವಾ.ಮಾ.ಸಂ.ಸಂ/ನಿಯೋಜನೆ/2024-25/ ಕಾಪ್‌ಎಂ.ಎಂ/ಎಫ್.ಬಿ.ಸಂಖ್ಯೆ/14ರಿ [1142,2177,1319,2201]
tender-col-no: ಕ್ರ [962,1996,986,2011]
population-headline: ಜನಸಂಖ್ಯಾ ದಿನಾಚರಣೆ ಅಂಗವಾಗಿ ಜಾಗೃತಿ ಕಾರ್ಯಕ್ರಮ [108,1027,847,1076]
affidavit-text-e: both names are belonging any other person or any other individuals before Notary by Bhavani Rao S. Shivamogga. Date:21-06-2025. [962,1264,1214,1361]
photo-sign-kannada: ಜಿಲ್ಲಾಧಿಕಾರಿಗಳ ಕಾರ್ಯಾಲಯ [574,240,656,250]
cell: 4,36,552 [1251,2042,1367,2058]
masthead [22,8,1492,42]
cell: ಸಾಮಾನ್ಯ ವರ್ಗ [1367,2027,1484,2042]
weather-min: , ಕನಿಷ್ಠ : 30 [1355,1320,1415,1335]
tender-col-work: ಕಾಮಗಾರಿಯ ವಿವರ [986,1996,1251,2011]
table-row [962,2073,1484,2089]
tender-notice-title: ಸಂಕ್ಷಿಪ್ತ ಇ-ಟೆಂಡರ್ ಪ್ರಕಟಣೆ [962,1909,1484,1928]
column-divider-1 [941,50,943,2403]
page-number: ಪುಟ-3 [1439,12,1492,36]
